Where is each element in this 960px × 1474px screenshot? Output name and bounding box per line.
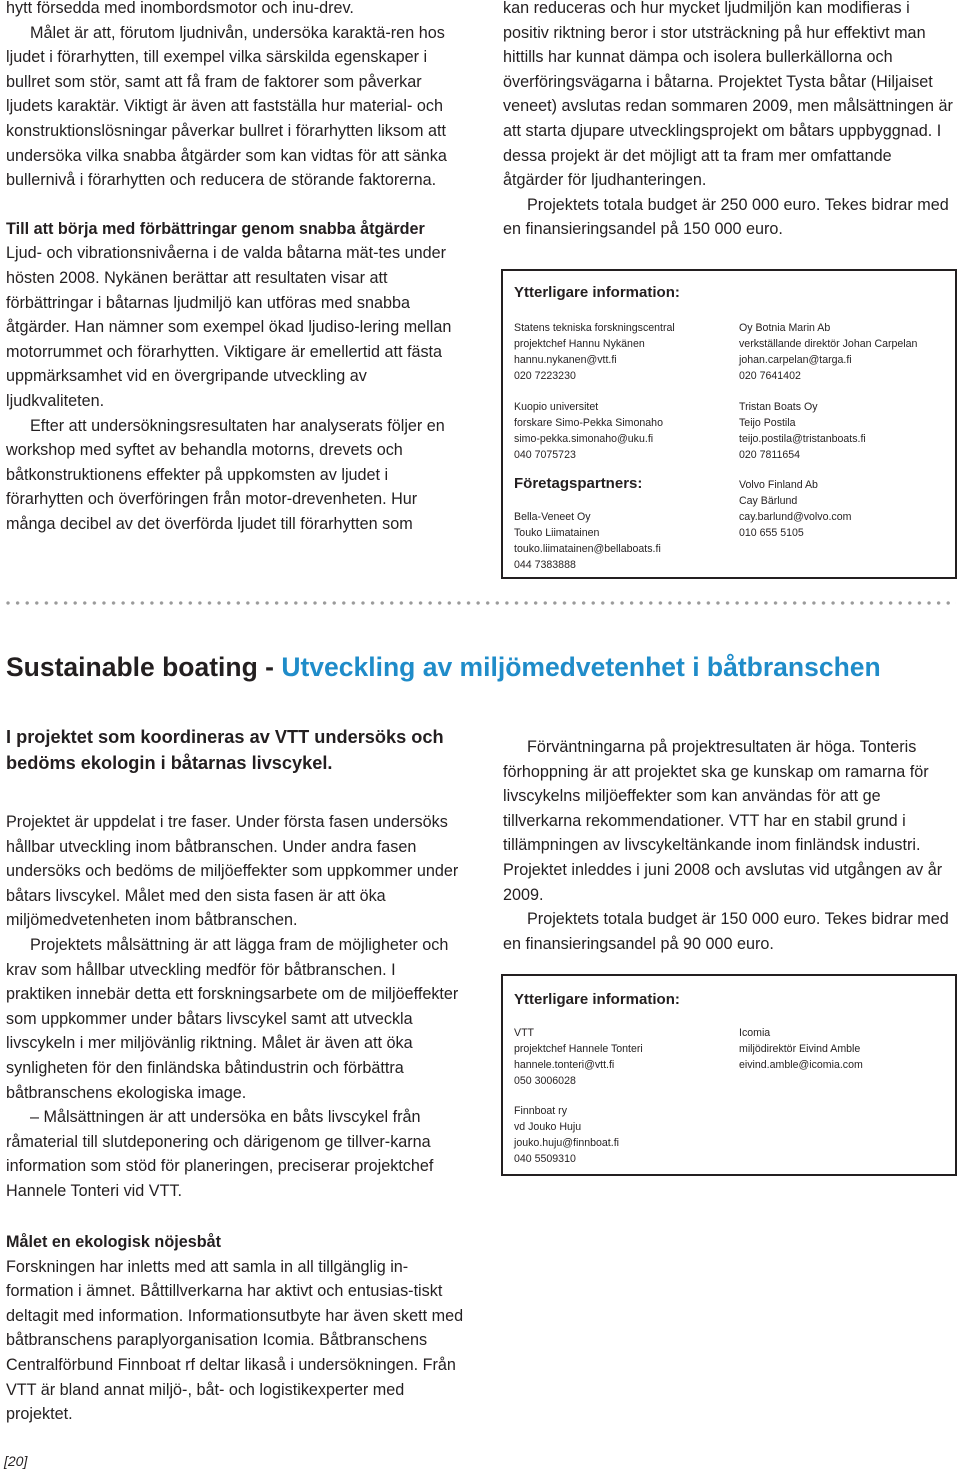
- contact-org: Kuopio universitet: [514, 401, 599, 413]
- dotted-divider: [4, 599, 956, 607]
- contact-email[interactable]: hannele.tonteri@vtt.fi: [514, 1058, 615, 1071]
- paragraph: Projektet är uppdelat i tre faser. Under första fasen undersöks hållbar utveckling inom båtbranschen. Under andra fasen undersöks och bedöms de miljöeffekter som uppkommer under båtars livscykel. Målet med den sista fasen är att öka miljömedvetenheten inom båtbranschen.: [6, 813, 459, 930]
- top-left-column: [6, 0, 464, 536]
- info-box: [501, 269, 957, 579]
- paragraph: hytt försedda med inombordsmotor och inu-drev.: [6, 0, 354, 17]
- contact-email[interactable]: hannu.nykanen@vtt.fi: [514, 353, 617, 366]
- contact-block: [739, 478, 954, 542]
- contact-block: [514, 1026, 729, 1090]
- info-box-title: Ytterligare information:: [514, 991, 680, 1008]
- contact-phone: 020 7223230: [514, 369, 576, 382]
- paragraph: Ljud- och vibrationsnivåerna i de valda båtarna mät-tes under hösten 2008. Nykänen berättar att resultaten visar att förbättringar i båtarnas ljudmiljö kan utföras med snabba åtgärder. Han nämner som exempel ökad ljudiso-lering mellan motorrummet och förarhytten. Viktigare är emellertid att fästa uppmärksamhet vid en övergripande utveckling av ljudkvaliteten.: [6, 244, 452, 410]
- contact-phone: 040 7075723: [514, 448, 576, 461]
- contact-phone: 020 7641402: [739, 369, 801, 382]
- contact-person: projektchef Hannu Nykänen: [514, 337, 645, 350]
- paragraph: – Målsättningen är att undersöka en båts livscykel från råmaterial till slutdeponering och därigenom ge tillver-karna information som stöd för planeringen, preciserar projektchef Hannele Tonteri vid VTT.: [6, 1108, 434, 1200]
- lead-paragraph: I projektet som koordineras av VTT undersöks och bedöms ekologin i båtarnas livscykel.: [6, 727, 444, 773]
- section-title-blue: Utveckling av miljömedvetenhet i båtbranschen: [281, 652, 881, 682]
- contact-org: Statens tekniska forskningscentral: [514, 322, 675, 334]
- info-box-title: Ytterligare information:: [514, 284, 680, 301]
- contact-person: projektchef Hannele Tonteri: [514, 1042, 643, 1055]
- contact-block: [514, 321, 729, 385]
- contact-person: Touko Liimatainen: [514, 526, 600, 539]
- contact-org: Tristan Boats Oy: [739, 401, 818, 413]
- subheading: Till att börja med förbättringar genom snabba åtgärder: [6, 219, 425, 238]
- contact-email[interactable]: touko.liimatainen@bellaboats.fi: [514, 542, 661, 555]
- contact-org: VTT: [514, 1027, 535, 1039]
- contact-phone: 044 7383888: [514, 558, 576, 571]
- paragraph: Efter att undersökningsresultaten har analyserats följer en workshop med syftet av behandla motorns, drevets och båtkonstruktionens effekter på uppkomsten av ljudet i förarhytten och överföringen från motor-drevenheten. Hur många decibel av det överförda ljudet till förarhytten som: [6, 416, 445, 533]
- section-title-dark: Sustainable boating -: [6, 652, 282, 682]
- paragraph: Projektets totala budget är 150 000 euro. Tekes bidrar med en finansieringsandel på 90 000 euro.: [503, 910, 949, 953]
- contact-org: Finnboat ry: [514, 1105, 567, 1117]
- paragraph: Forskningen har inletts med att samla in all tillgänglig in-formation i ämnet. Båttillverkarna har aktivt och entusias-tiskt deltagit med information. Informationsutbyte har även skett med båtbranschens paraplyorganisation Icomia. Båtbranschens Centralförbund Finnboat rf deltar likaså i undersökningen. Från VTT är bland annat miljö-, båt- och logistikexperter med projektet.: [6, 1257, 464, 1424]
- partners-title: Företagspartners:: [514, 475, 643, 492]
- contact-email[interactable]: cay.barlund@volvo.com: [739, 510, 852, 523]
- contact-block: [739, 400, 954, 464]
- contact-org: Icomia: [739, 1027, 771, 1039]
- contact-block: [739, 321, 954, 385]
- contact-email[interactable]: simo-pekka.simonaho@uku.fi: [514, 432, 654, 445]
- contact-phone: 050 3006028: [514, 1074, 576, 1087]
- contact-block: [739, 1026, 954, 1074]
- contact-org: Oy Botnia Marin Ab: [739, 322, 831, 334]
- contact-person: Teijo Postila: [739, 416, 796, 429]
- subheading: Målet en ekologisk nöjesbåt: [6, 1233, 221, 1251]
- contact-person: verkställande direktör Johan Carpelan: [739, 337, 918, 350]
- paragraph: Projektets totala budget är 250 000 euro. Tekes bidrar med en finansieringsandel på 150 000 euro.: [503, 195, 949, 239]
- contact-phone: 020 7811654: [739, 448, 801, 461]
- contact-email[interactable]: jouko.huju@finnboat.fi: [514, 1136, 619, 1149]
- bottom-right-column: [503, 735, 956, 956]
- contact-person: vd Jouko Huju: [514, 1120, 582, 1133]
- bottom-left-column: [6, 810, 464, 1204]
- page-number: [20]: [4, 1453, 28, 1469]
- contact-person: miljödirektör Eivind Amble: [739, 1042, 861, 1055]
- paragraph: kan reduceras och hur mycket ljudmiljön kan modifieras i positiv riktning beror i stor utsträckning på hur effektivt man hittills har kunnat dämpa och isolera bullerkällorna och överföringsvägarna i båtarna. Projektet Tysta båtar (Hiljaiset veneet) avslutas redan sommaren 2009, men målsättningen är att starta djupare utvecklingsprojekt om båtars uppbyggnad. I dessa projekt är det möjligt att ta fram mer omfattande åtgärder för ljudhanteringen.: [503, 0, 953, 190]
- contact-block: [514, 400, 729, 464]
- paragraph: Målet är att, förutom ljudnivån, undersöka karaktä-ren hos ljudet i förarhytten, till exempel vilka särskilda egenskaper i bullret som stör, samt att få fram de faktorer som påverkar ljudets karaktär. Viktigt är även att fastställa hur material- och konstruktionslösningar påverkar bullret i förarhytten liksom att undersöka vilka snabba åtgärder som kan vidtas för att sänka bullernivå i förarhytten och reducera de störande faktorerna.: [6, 23, 447, 190]
- contact-org: Bella-Veneet Oy: [514, 511, 591, 523]
- section-title: [6, 650, 956, 684]
- contact-block: [514, 510, 729, 574]
- contact-block: [514, 1104, 729, 1168]
- bottom-left-sub: [6, 1230, 464, 1427]
- paragraph: Förväntningarna på projektresultaten är höga. Tonteris förhoppning är att projektet ska ge kunskap om ramarna för livscykelns miljöeffekter som kan användas för att ge tillverkarna rekommendationer. VTT har en stabil grund i tillämpningen av livscykeltänkande inom finländsk industri. Projektet inleddes i juni 2008 och avslutas vid utgången av år 2009.: [503, 738, 943, 904]
- contact-email[interactable]: teijo.postila@tristanboats.fi: [739, 432, 866, 445]
- contact-phone: 010 655 5105: [739, 526, 804, 539]
- contact-person: forskare Simo-Pekka Simonaho: [514, 416, 663, 429]
- paragraph: Projektets målsättning är att lägga fram de möjligheter och krav som hållbar utveckling medför för båtbranschen. I praktiken innebär detta ett forskningsarbete om de miljöeffekter som uppkommer under båtars livscykel samt att utveckla livscykeln i mer miljövänlig riktning. Målet är även att öka synligheten för den finländska båtindustrin och förbättra båtbranschens ekologiska image.: [6, 935, 459, 1102]
- top-right-column: [503, 0, 956, 242]
- contact-email[interactable]: eivind.amble@icomia.com: [739, 1058, 863, 1071]
- info-box: [501, 974, 957, 1176]
- contact-email[interactable]: johan.carpelan@targa.fi: [739, 353, 852, 366]
- contact-person: Cay Bärlund: [739, 494, 798, 507]
- contact-phone: 040 5509310: [514, 1152, 576, 1165]
- contact-org: Volvo Finland Ab: [739, 479, 818, 491]
